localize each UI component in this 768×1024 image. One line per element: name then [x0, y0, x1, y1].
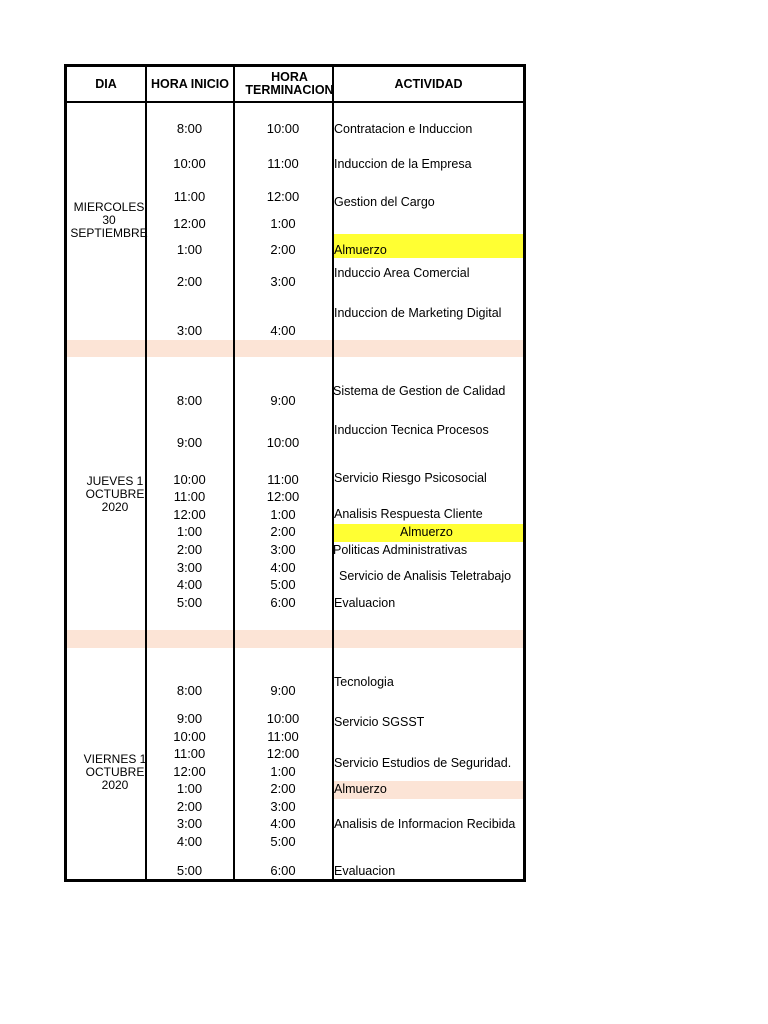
- start-time: 12:00: [173, 507, 206, 522]
- start-time: 2:00: [176, 542, 203, 557]
- end-time: 1:00: [270, 216, 296, 231]
- start-time: 8:00: [176, 393, 203, 408]
- activity: Contratacion e Induccion: [334, 122, 473, 136]
- start-time: 1:00: [176, 524, 203, 539]
- start-time: 10:00: [173, 156, 206, 171]
- separator-row-2: [66, 630, 524, 648]
- activity: Induccion de Marketing Digital: [334, 306, 502, 320]
- end-time: 10:00: [266, 711, 300, 726]
- start-time: 3:00: [176, 560, 203, 575]
- activity: Induccion Tecnica Procesos: [334, 423, 489, 437]
- start-time: 11:00: [173, 746, 206, 761]
- activity: Servicio Riesgo Psicosocial: [334, 471, 487, 485]
- activity: Evaluacion: [334, 596, 396, 610]
- separator-row-1: [66, 340, 524, 357]
- header-start-time: HORA INICIO: [150, 76, 229, 91]
- day-label-wednesday: MIERCOLES 30 SEPTIEMBRE: [70, 199, 148, 240]
- end-time: 5:00: [270, 577, 296, 592]
- start-time: 5:00: [176, 863, 203, 878]
- header-bottom-border: [64, 101, 526, 103]
- activity: Analisis de Informacion Recibida: [334, 817, 516, 831]
- end-time: 2:00: [270, 524, 296, 539]
- end-time: 3:00: [270, 274, 296, 289]
- day-label-thursday: JUEVES 1 OCTUBRE 2020: [85, 473, 145, 514]
- header-day: DIA: [95, 76, 117, 91]
- day-label-friday: VIERNES 1 OCTUBRE 2020: [83, 751, 147, 792]
- end-time: 11:00: [267, 729, 299, 744]
- start-time: 3:00: [176, 323, 203, 338]
- end-time: 1:00: [270, 507, 296, 522]
- end-time: 6:00: [270, 863, 296, 878]
- end-time: 12:00: [266, 189, 300, 204]
- end-time: 4:00: [270, 323, 296, 338]
- table-bottom-border: [64, 879, 526, 882]
- start-time: 1:00: [176, 242, 203, 257]
- end-time: 12:00: [266, 746, 300, 761]
- end-time: 9:00: [270, 683, 296, 698]
- end-time: 2:00: [270, 781, 296, 796]
- start-time: 2:00: [176, 799, 203, 814]
- activity-lunch: Almuerzo: [400, 525, 453, 539]
- end-time: 11:00: [267, 472, 299, 487]
- activity: Induccio Area Comercial: [334, 266, 470, 280]
- start-time: 12:00: [173, 764, 206, 779]
- end-time: 10:00: [266, 435, 300, 450]
- start-time: 10:00: [173, 729, 206, 744]
- end-time: 5:00: [270, 834, 296, 849]
- end-time: 4:00: [270, 560, 296, 575]
- activity: Politicas Administrativas: [333, 543, 468, 557]
- start-time: 2:00: [176, 274, 203, 289]
- activity: Servicio Estudios de Seguridad.: [334, 756, 512, 770]
- end-time: 4:00: [270, 816, 296, 831]
- start-time: 11:00: [173, 189, 206, 204]
- start-time: 10:00: [173, 472, 206, 487]
- start-time: 1:00: [176, 781, 203, 796]
- start-time: 12:00: [173, 216, 206, 231]
- activity: Evaluacion: [334, 864, 396, 878]
- header-activity: ACTIVIDAD: [394, 76, 463, 91]
- header-end-time: HORA TERMINACION: [245, 70, 334, 97]
- end-time: 2:00: [270, 242, 296, 257]
- end-time: 3:00: [270, 799, 296, 814]
- activity: Analisis Respuesta Cliente: [334, 507, 483, 521]
- activity: Induccion de la Empresa: [334, 157, 472, 171]
- end-time: 6:00: [270, 595, 296, 610]
- activity-lunch: Almuerzo: [334, 782, 387, 796]
- start-time: 4:00: [176, 577, 203, 592]
- activity: Gestion del Cargo: [334, 195, 435, 209]
- end-time: 3:00: [270, 542, 296, 557]
- activity: Servicio SGSST: [334, 715, 425, 729]
- start-time: 5:00: [176, 595, 203, 610]
- start-time: 9:00: [176, 711, 203, 726]
- end-time: 1:00: [270, 764, 296, 779]
- activity-lunch: Almuerzo: [334, 243, 387, 257]
- end-time: 12:00: [266, 489, 300, 504]
- start-time: 8:00: [176, 121, 203, 136]
- start-time: 8:00: [176, 683, 203, 698]
- activity: Sistema de Gestion de Calidad: [333, 384, 506, 398]
- start-time: 4:00: [176, 834, 203, 849]
- end-time: 10:00: [266, 121, 300, 136]
- activity: Servicio de Analisis Teletrabajo: [339, 569, 512, 583]
- start-time: 9:00: [176, 435, 203, 450]
- activity: Tecnologia: [334, 675, 394, 689]
- table-right-border: [523, 64, 526, 882]
- end-time: 9:00: [270, 393, 296, 408]
- start-time: 11:00: [173, 489, 206, 504]
- end-time: 11:00: [267, 156, 299, 171]
- start-time: 3:00: [176, 816, 203, 831]
